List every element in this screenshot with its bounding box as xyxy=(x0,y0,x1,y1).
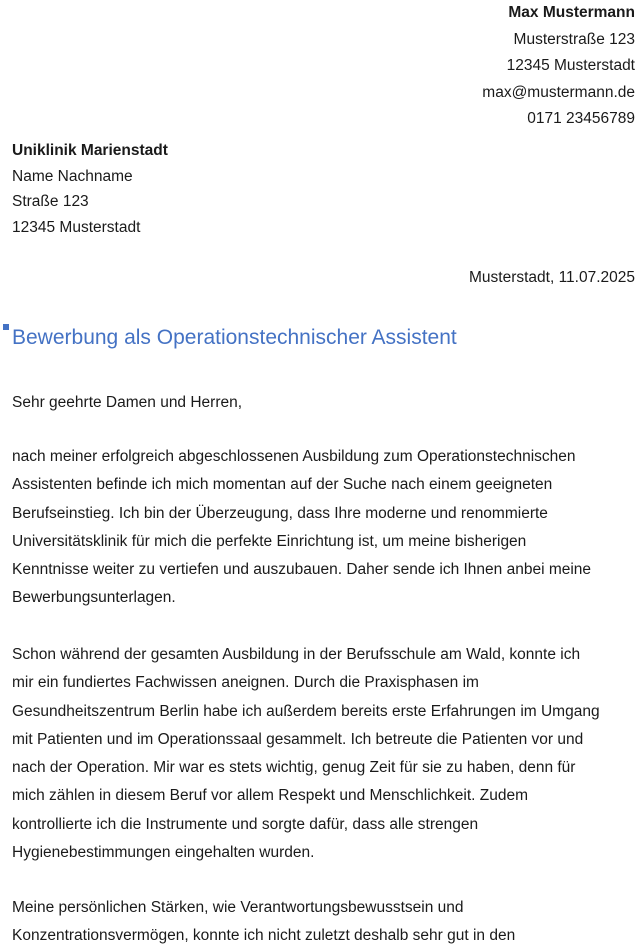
paragraph-line: nach der Operation. Mir war es stets wichtig, genug Zeit für sie zu haben, denn für xyxy=(12,759,576,777)
sender-street: Musterstraße 123 xyxy=(513,30,635,48)
paragraph-line: Meine persönlichen Stärken, wie Verantwortungsbewusstsein und xyxy=(12,899,464,916)
paragraph-line: Schon während der gesamten Ausbildung in der Berufsschule am Wald, konnte ich xyxy=(12,646,581,663)
paragraph-line: Berufseinstieg. Ich bin der Überzeugung, dass Ihre moderne und renommierte xyxy=(12,504,548,522)
paragraph-line: Hygienebestimmungen eingehalten wurden. xyxy=(12,844,315,862)
subject-heading: Bewerbung als Operationstechnischer Assistent xyxy=(12,326,457,349)
recipient-address-block xyxy=(12,138,168,240)
paragraph-3 xyxy=(12,894,637,951)
paragraph-line: Kenntnisse weiter zu vertiefen und auszubauen. Daher sende ich Ihnen anbei meine xyxy=(12,561,592,579)
paragraph-line: Gesundheitszentrum Berlin habe ich außerdem bereits erste Erfahrungen im Umgang xyxy=(12,702,600,720)
salutation: Sehr geehrte Damen und Herren, xyxy=(12,394,243,411)
recipient-contact: Name Nachname xyxy=(12,167,133,185)
recipient-organization: Uniklinik Marienstadt xyxy=(12,142,168,159)
date-line: Musterstadt, 11.07.2025 xyxy=(468,269,635,286)
paragraph-line: mit Patienten und im Operationssaal gesammelt. Ich betreute die Patienten vor und xyxy=(12,730,584,748)
sender-name: Max Mustermann xyxy=(508,4,635,21)
paragraph-line: mir ein fundiertes Fachwissen aneignen. Durch die Praxisphasen im xyxy=(12,674,479,692)
sender-email: max@mustermann.de xyxy=(482,83,635,101)
recipient-street: Straße 123 xyxy=(12,193,89,210)
sender-city: 12345 Musterstadt xyxy=(506,57,635,74)
paragraph-line: kontrollierte ich die Instrumente und sorgte dafür, dass alle strengen xyxy=(12,815,479,833)
paragraph-line: Bewerbungsunterlagen. xyxy=(12,589,176,607)
recipient-city: 12345 Musterstadt xyxy=(12,218,141,236)
sender-address-block xyxy=(482,0,635,133)
sender-phone: 0171 23456789 xyxy=(527,110,635,127)
paragraph-line: Assistenten befinde ich mich momentan auf der Suche nach einem geeigneten xyxy=(12,476,553,494)
paragraph-line: Universitätsklinik für mich die perfekte Einrichtung ist, um meine bisherigen xyxy=(12,532,527,550)
heading-marker xyxy=(3,324,9,330)
paragraph-line: mich zählen in diesem Beruf vor allem Respekt und Menschlichkeit. Zudem xyxy=(12,787,529,805)
paragraph-2 xyxy=(12,641,637,867)
paragraph-line: nach meiner erfolgreich abgeschlossenen Ausbildung zum Operationstechnischen xyxy=(12,448,576,465)
paragraph-line: Konzentrationsvermögen, konnte ich nicht zuletzt deshalb sehr gut in den xyxy=(12,927,516,945)
paragraph-1 xyxy=(12,443,637,613)
